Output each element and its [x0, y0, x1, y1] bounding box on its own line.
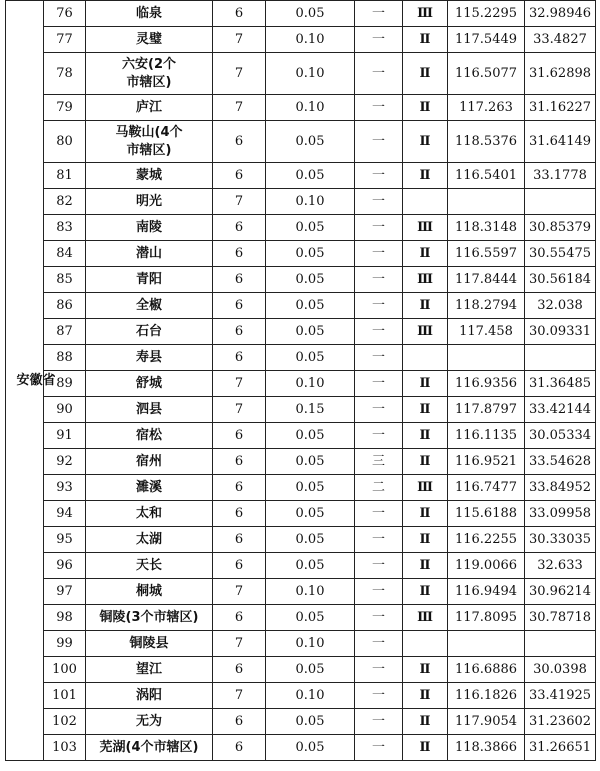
latitude-cell: 30.55475 — [525, 241, 596, 267]
latitude-cell: 30.09331 — [525, 319, 596, 345]
design-group-cell: 一 — [355, 163, 403, 189]
county-name-cell: 宿松 — [86, 423, 213, 449]
table-row — [6, 267, 596, 293]
longitude-cell: 116.7477 — [448, 475, 525, 501]
intensity-cell: 6 — [213, 293, 266, 319]
row-number-cell: 76 — [44, 1, 86, 27]
table-row — [6, 293, 596, 319]
longitude-cell: 116.6886 — [448, 657, 525, 683]
longitude-cell: 116.5077 — [448, 53, 525, 95]
intensity-cell: 7 — [213, 95, 266, 121]
design-group-cell: 一 — [355, 553, 403, 579]
intensity-cell: 6 — [213, 605, 266, 631]
latitude-cell: 31.16227 — [525, 95, 596, 121]
table-row — [6, 371, 596, 397]
latitude-cell: 33.42144 — [525, 397, 596, 423]
table-row — [6, 189, 596, 215]
acceleration-cell: 0.05 — [266, 267, 355, 293]
site-class-cell: Ⅱ — [403, 579, 448, 605]
design-group-cell: 一 — [355, 189, 403, 215]
latitude-cell: 33.4827 — [525, 27, 596, 53]
longitude-cell: 116.9356 — [448, 371, 525, 397]
longitude-cell: 116.5401 — [448, 163, 525, 189]
latitude-cell: 30.0398 — [525, 657, 596, 683]
county-name-cell: 濉溪 — [86, 475, 213, 501]
site-class-cell — [403, 345, 448, 371]
longitude-cell: 116.5597 — [448, 241, 525, 267]
latitude-cell: 30.56184 — [525, 267, 596, 293]
table-row — [6, 27, 596, 53]
acceleration-cell: 0.05 — [266, 1, 355, 27]
latitude-cell: 33.41925 — [525, 683, 596, 709]
table-row — [6, 53, 596, 95]
design-group-cell: 一 — [355, 121, 403, 163]
site-class-cell: Ⅱ — [403, 423, 448, 449]
latitude-cell: 31.26651 — [525, 735, 596, 761]
longitude-cell: 116.1135 — [448, 423, 525, 449]
province-label: 安徽省 — [16, 372, 56, 388]
county-name-cell: 桐城 — [86, 579, 213, 605]
site-class-cell: Ⅲ — [403, 605, 448, 631]
longitude-cell: 117.263 — [448, 95, 525, 121]
site-class-cell: Ⅱ — [403, 449, 448, 475]
county-name-cell: 潜山 — [86, 241, 213, 267]
table-row — [6, 475, 596, 501]
row-number-cell: 77 — [44, 27, 86, 53]
latitude-cell: 31.64149 — [525, 121, 596, 163]
design-group-cell: 一 — [355, 683, 403, 709]
acceleration-cell: 0.05 — [266, 501, 355, 527]
intensity-cell: 6 — [213, 527, 266, 553]
site-class-cell: Ⅲ — [403, 475, 448, 501]
table-row — [6, 449, 596, 475]
acceleration-cell: 0.05 — [266, 657, 355, 683]
county-name-cell: 寿县 — [86, 345, 213, 371]
row-number-cell: 102 — [44, 709, 86, 735]
site-class-cell: Ⅱ — [403, 371, 448, 397]
longitude-cell: 116.9494 — [448, 579, 525, 605]
acceleration-cell: 0.10 — [266, 579, 355, 605]
site-class-cell: Ⅱ — [403, 501, 448, 527]
intensity-cell: 6 — [213, 345, 266, 371]
design-group-cell: 一 — [355, 527, 403, 553]
seismic-parameter-table — [5, 0, 596, 761]
acceleration-cell: 0.05 — [266, 121, 355, 163]
row-number-cell: 80 — [44, 121, 86, 163]
table-row — [6, 683, 596, 709]
county-name-cell: 明光 — [86, 189, 213, 215]
acceleration-cell: 0.10 — [266, 53, 355, 95]
intensity-cell: 6 — [213, 215, 266, 241]
county-name-cell: 无为 — [86, 709, 213, 735]
design-group-cell: 一 — [355, 267, 403, 293]
site-class-cell: Ⅱ — [403, 553, 448, 579]
acceleration-cell: 0.10 — [266, 189, 355, 215]
table-row — [6, 423, 596, 449]
design-group-cell: 一 — [355, 95, 403, 121]
intensity-cell: 6 — [213, 709, 266, 735]
county-name-cell: 六安(2个 市辖区) — [86, 53, 213, 95]
county-name-cell: 临泉 — [86, 1, 213, 27]
longitude-cell: 117.458 — [448, 319, 525, 345]
county-name-cell: 太和 — [86, 501, 213, 527]
longitude-cell: 118.3148 — [448, 215, 525, 241]
row-number-cell: 81 — [44, 163, 86, 189]
design-group-cell: 三 — [355, 449, 403, 475]
design-group-cell: 一 — [355, 319, 403, 345]
acceleration-cell: 0.15 — [266, 397, 355, 423]
county-name-cell: 灵璧 — [86, 27, 213, 53]
table-row — [6, 1, 596, 27]
longitude-cell: 118.2794 — [448, 293, 525, 319]
longitude-cell: 116.2255 — [448, 527, 525, 553]
site-class-cell: Ⅱ — [403, 683, 448, 709]
row-number-cell: 78 — [44, 53, 86, 95]
design-group-cell: 一 — [355, 605, 403, 631]
row-number-cell: 79 — [44, 95, 86, 121]
acceleration-cell: 0.05 — [266, 423, 355, 449]
latitude-cell: 33.1778 — [525, 163, 596, 189]
county-name-cell: 芜湖(4个市辖区) — [86, 735, 213, 761]
row-number-cell: 95 — [44, 527, 86, 553]
table-row — [6, 527, 596, 553]
row-number-cell: 100 — [44, 657, 86, 683]
site-class-cell: Ⅱ — [403, 121, 448, 163]
table-row — [6, 657, 596, 683]
latitude-cell — [525, 189, 596, 215]
table-row — [6, 319, 596, 345]
design-group-cell: 一 — [355, 1, 403, 27]
acceleration-cell: 0.05 — [266, 527, 355, 553]
row-number-cell: 101 — [44, 683, 86, 709]
design-group-cell: 一 — [355, 345, 403, 371]
acceleration-cell: 0.05 — [266, 735, 355, 761]
design-group-cell: 一 — [355, 241, 403, 267]
intensity-cell: 7 — [213, 27, 266, 53]
site-class-cell: Ⅱ — [403, 657, 448, 683]
latitude-cell: 30.85379 — [525, 215, 596, 241]
longitude-cell: 116.9521 — [448, 449, 525, 475]
longitude-cell: 119.0066 — [448, 553, 525, 579]
province-cell — [6, 1, 56, 761]
latitude-cell: 31.62898 — [525, 53, 596, 95]
intensity-cell: 6 — [213, 735, 266, 761]
design-group-cell: 一 — [355, 579, 403, 605]
design-group-cell: 一 — [355, 709, 403, 735]
site-class-cell: Ⅱ — [403, 735, 448, 761]
intensity-cell: 7 — [213, 53, 266, 95]
county-name-cell: 庐江 — [86, 95, 213, 121]
site-class-cell: Ⅲ — [403, 1, 448, 27]
row-number-cell: 88 — [44, 345, 86, 371]
site-class-cell: Ⅱ — [403, 53, 448, 95]
intensity-cell: 6 — [213, 657, 266, 683]
intensity-cell: 6 — [213, 163, 266, 189]
table-row — [6, 631, 596, 657]
acceleration-cell: 0.05 — [266, 709, 355, 735]
longitude-cell: 117.8095 — [448, 605, 525, 631]
row-number-cell: 86 — [44, 293, 86, 319]
latitude-cell — [525, 631, 596, 657]
intensity-cell: 7 — [213, 189, 266, 215]
design-group-cell: 一 — [355, 631, 403, 657]
acceleration-cell: 0.05 — [266, 449, 355, 475]
acceleration-cell: 0.05 — [266, 605, 355, 631]
site-class-cell: Ⅲ — [403, 319, 448, 345]
row-number-cell: 89 — [44, 371, 86, 397]
longitude-cell: 118.5376 — [448, 121, 525, 163]
site-class-cell: Ⅱ — [403, 293, 448, 319]
design-group-cell: 一 — [355, 501, 403, 527]
acceleration-cell: 0.10 — [266, 95, 355, 121]
row-number-cell: 96 — [44, 553, 86, 579]
latitude-cell: 31.23602 — [525, 709, 596, 735]
row-number-cell: 92 — [44, 449, 86, 475]
acceleration-cell: 0.05 — [266, 163, 355, 189]
intensity-cell: 6 — [213, 423, 266, 449]
acceleration-cell: 0.10 — [266, 683, 355, 709]
row-number-cell: 97 — [44, 579, 86, 605]
intensity-cell: 6 — [213, 121, 266, 163]
county-name-cell: 宿州 — [86, 449, 213, 475]
acceleration-cell: 0.10 — [266, 27, 355, 53]
table-row — [6, 163, 596, 189]
latitude-cell: 32.038 — [525, 293, 596, 319]
intensity-cell: 6 — [213, 241, 266, 267]
longitude-cell — [448, 189, 525, 215]
row-number-cell: 99 — [44, 631, 86, 657]
county-name-cell: 全椒 — [86, 293, 213, 319]
table-row — [6, 121, 596, 163]
county-name-cell: 马鞍山(4个 市辖区) — [86, 121, 213, 163]
row-number-cell: 82 — [44, 189, 86, 215]
site-class-cell — [403, 631, 448, 657]
acceleration-cell: 0.05 — [266, 293, 355, 319]
longitude-cell: 116.1826 — [448, 683, 525, 709]
site-class-cell: Ⅱ — [403, 709, 448, 735]
acceleration-cell: 0.05 — [266, 241, 355, 267]
latitude-cell: 33.09958 — [525, 501, 596, 527]
longitude-cell — [448, 345, 525, 371]
longitude-cell: 117.9054 — [448, 709, 525, 735]
row-number-cell: 98 — [44, 605, 86, 631]
county-name-cell: 蒙城 — [86, 163, 213, 189]
county-name-cell: 石台 — [86, 319, 213, 345]
acceleration-cell: 0.10 — [266, 631, 355, 657]
table-row — [6, 241, 596, 267]
row-number-cell: 94 — [44, 501, 86, 527]
intensity-cell: 7 — [213, 371, 266, 397]
latitude-cell: 33.54628 — [525, 449, 596, 475]
design-group-cell: 一 — [355, 423, 403, 449]
county-name-cell: 铜陵县 — [86, 631, 213, 657]
longitude-cell: 117.8444 — [448, 267, 525, 293]
intensity-cell: 6 — [213, 449, 266, 475]
latitude-cell: 32.633 — [525, 553, 596, 579]
latitude-cell: 31.36485 — [525, 371, 596, 397]
table-body — [6, 1, 596, 761]
county-name-cell: 望江 — [86, 657, 213, 683]
intensity-cell: 7 — [213, 631, 266, 657]
design-group-cell: 一 — [355, 397, 403, 423]
acceleration-cell: 0.05 — [266, 553, 355, 579]
intensity-cell: 6 — [213, 267, 266, 293]
county-name-cell: 天长 — [86, 553, 213, 579]
longitude-cell: 115.6188 — [448, 501, 525, 527]
county-name-cell: 太湖 — [86, 527, 213, 553]
acceleration-cell: 0.05 — [266, 319, 355, 345]
county-name-cell: 南陵 — [86, 215, 213, 241]
latitude-cell: 30.33035 — [525, 527, 596, 553]
site-class-cell: Ⅱ — [403, 397, 448, 423]
latitude-cell: 33.84952 — [525, 475, 596, 501]
intensity-cell: 6 — [213, 475, 266, 501]
site-class-cell: Ⅱ — [403, 241, 448, 267]
row-number-cell: 90 — [44, 397, 86, 423]
latitude-cell: 30.78718 — [525, 605, 596, 631]
intensity-cell: 6 — [213, 1, 266, 27]
acceleration-cell: 0.05 — [266, 345, 355, 371]
table-row — [6, 579, 596, 605]
latitude-cell: 30.05334 — [525, 423, 596, 449]
design-group-cell: 一 — [355, 215, 403, 241]
county-name-cell: 舒城 — [86, 371, 213, 397]
acceleration-cell: 0.05 — [266, 475, 355, 501]
site-class-cell: Ⅱ — [403, 527, 448, 553]
intensity-cell: 6 — [213, 553, 266, 579]
intensity-cell: 7 — [213, 397, 266, 423]
row-number-cell: 103 — [44, 735, 86, 761]
intensity-cell: 7 — [213, 579, 266, 605]
table-row — [6, 501, 596, 527]
design-group-cell: 一 — [355, 293, 403, 319]
row-number-cell: 93 — [44, 475, 86, 501]
longitude-cell — [448, 631, 525, 657]
longitude-cell: 118.3866 — [448, 735, 525, 761]
design-group-cell: 一 — [355, 53, 403, 95]
county-name-cell: 铜陵(3个市辖区) — [86, 605, 213, 631]
county-name-cell: 涡阳 — [86, 683, 213, 709]
table-row — [6, 345, 596, 371]
county-name-cell: 泗县 — [86, 397, 213, 423]
design-group-cell: 一 — [355, 657, 403, 683]
intensity-cell: 7 — [213, 683, 266, 709]
table-row — [6, 397, 596, 423]
site-class-cell: Ⅱ — [403, 95, 448, 121]
acceleration-cell: 0.10 — [266, 371, 355, 397]
site-class-cell: Ⅲ — [403, 215, 448, 241]
site-class-cell: Ⅱ — [403, 27, 448, 53]
row-number-cell: 83 — [44, 215, 86, 241]
intensity-cell: 6 — [213, 319, 266, 345]
latitude-cell: 32.98946 — [525, 1, 596, 27]
design-group-cell: 一 — [355, 27, 403, 53]
row-number-cell: 85 — [44, 267, 86, 293]
table-row — [6, 553, 596, 579]
intensity-cell: 6 — [213, 501, 266, 527]
table-row — [6, 215, 596, 241]
design-group-cell: 二 — [355, 475, 403, 501]
table-row — [6, 605, 596, 631]
latitude-cell: 30.96214 — [525, 579, 596, 605]
site-class-cell — [403, 189, 448, 215]
longitude-cell: 117.5449 — [448, 27, 525, 53]
table-row — [6, 735, 596, 761]
site-class-cell: Ⅲ — [403, 267, 448, 293]
site-class-cell: Ⅱ — [403, 163, 448, 189]
design-group-cell: 一 — [355, 735, 403, 761]
latitude-cell — [525, 345, 596, 371]
design-group-cell: 一 — [355, 371, 403, 397]
row-number-cell: 84 — [44, 241, 86, 267]
table-row — [6, 709, 596, 735]
longitude-cell: 117.8797 — [448, 397, 525, 423]
county-name-cell: 青阳 — [86, 267, 213, 293]
table-row — [6, 95, 596, 121]
row-number-cell: 87 — [44, 319, 86, 345]
row-number-cell: 91 — [44, 423, 86, 449]
longitude-cell: 115.2295 — [448, 1, 525, 27]
acceleration-cell: 0.05 — [266, 215, 355, 241]
